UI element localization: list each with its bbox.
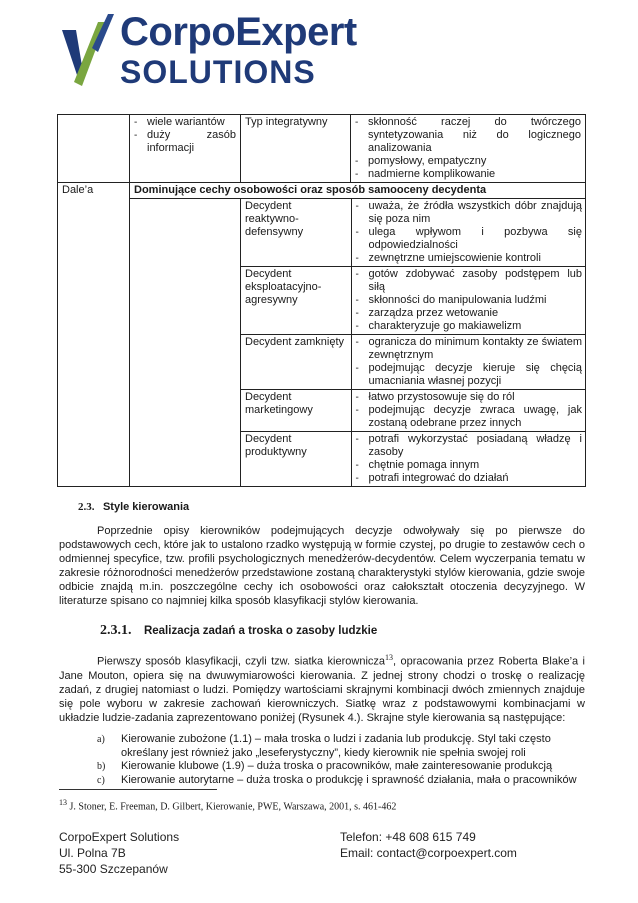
logo-text-solutions: SOLUTIONS xyxy=(120,54,316,90)
decision-maker-traits xyxy=(351,199,586,267)
list-item: - zewnętrzne umiejscowienie kontroli xyxy=(356,252,583,265)
subsection-heading xyxy=(100,621,377,639)
list-item: - ogranicza do minimum kontakty ze światem zewnętrznym xyxy=(356,336,583,362)
list-item: - zarządza przez wetowanie xyxy=(356,307,583,320)
company-logo xyxy=(58,8,357,92)
decision-maker-traits xyxy=(351,390,586,432)
list-item: - pomysłowy, empatyczny xyxy=(355,155,581,168)
table-cell-type: Typ integratywny xyxy=(241,115,351,183)
footer-contact xyxy=(340,829,517,861)
subsection-number: 2.3.1. xyxy=(100,623,132,638)
footnote-divider xyxy=(59,789,217,790)
list-item: - chętnie pomaga innym xyxy=(356,459,583,472)
footer-email[interactable]: Email: contact@corpoexpert.com xyxy=(340,846,517,860)
list-item: - uważa, że źródła wszystkich dóbr znajdują się poza nim xyxy=(356,200,583,226)
management-styles-list xyxy=(97,733,585,787)
list-item: - gotów zdobywać zasoby podstępem lub siłą xyxy=(356,268,583,294)
table-header-cell: Dominujące cechy osobowości oraz sposób samooceny decydenta xyxy=(130,183,586,199)
table-cell-empty xyxy=(58,115,130,183)
decision-maker-type: Decydent produktywny xyxy=(241,432,351,487)
list-item: - potrafi integrować do działań xyxy=(356,472,583,485)
list-item: - ulega wpływom i pozbywa się odpowiedzialności xyxy=(356,226,583,252)
dale-subtable xyxy=(241,199,586,486)
table-cell-variants xyxy=(130,115,241,183)
list-item: - podejmując decyzje kieruje się chęcią umacniania własnej pozycji xyxy=(356,362,583,388)
list-item-text: Kierowanie klubowe (1.9) – duża troska o pracowników, małe zainteresowanie produkcją xyxy=(121,760,553,772)
footer-street: Ul. Polna 7B xyxy=(59,846,126,860)
footnote-text: J. Stoner, E. Freeman, D. Gilbert, Kierowanie, PWE, Warszawa, 2001, s. 461-462 xyxy=(67,801,397,813)
table-row-dale-header xyxy=(58,183,586,199)
footer-company: CorpoExpert Solutions xyxy=(59,830,180,844)
logo-mark-icon xyxy=(58,8,118,92)
subsection-title: Realizacja zadań a troska o zasoby ludzkie xyxy=(143,625,378,637)
section-title: Style kierowania xyxy=(102,501,190,513)
table-cell-traits xyxy=(351,115,586,183)
decision-maker-traits xyxy=(351,267,586,335)
table-row xyxy=(241,390,586,432)
table-row xyxy=(241,267,586,335)
table-row-integrative xyxy=(58,115,586,183)
table-cell-author: Dale’a xyxy=(58,183,130,487)
decision-maker-traits xyxy=(351,432,586,487)
list-item: - nadmierne komplikowanie xyxy=(355,168,581,181)
list-item: - potrafi wykorzystać posiadaną władzę i zasoby xyxy=(356,433,583,459)
decision-maker-type: Decydent marketingowy xyxy=(241,390,351,432)
footnote-number: 13 xyxy=(59,798,67,807)
table-row-dale-body xyxy=(58,199,586,487)
list-marker: a) xyxy=(97,734,105,745)
list-item: - łatwo przystosowuje się do ról xyxy=(356,391,583,404)
personality-table xyxy=(57,114,586,487)
list-item: - skłonności do manipulowania ludźmi xyxy=(356,294,583,307)
list-item xyxy=(97,760,585,774)
list-item: - podejmując decyzje zwraca uwagę, jak zostaną odebrane przez innych xyxy=(356,404,583,430)
decision-maker-traits xyxy=(351,335,586,390)
list-marker: b) xyxy=(97,761,106,772)
table-cell-empty xyxy=(130,199,241,487)
list-marker: c) xyxy=(97,774,105,786)
footer-city: 55-300 Szczepanów xyxy=(59,862,168,876)
list-item xyxy=(97,774,585,788)
section-heading xyxy=(78,497,189,515)
decision-maker-type: Decydent eksploatacyjno-agresywny xyxy=(241,267,351,335)
list-item: - duży zasób informacji xyxy=(134,129,236,155)
list-item-text: Kierowanie autorytarne – duża troska o produkcję i sprawność działania, mała o pracowników xyxy=(121,773,577,786)
footer-phone: Telefon: +48 608 615 749 xyxy=(340,830,476,844)
logo-text-corpoexpert: CorpoExpert xyxy=(120,10,357,54)
footer-address xyxy=(59,829,179,877)
decision-maker-type: Decydent zamknięty xyxy=(241,335,351,390)
list-item: - wiele wariantów xyxy=(134,116,236,129)
list-item-text: Kierowanie zubożone (1.1) – mała troska o ludzi i zadania lub produkcję. Styl taki często określany jest również jako „leseferystyczny”, kiedy kierownik nie spełnia swojej roli xyxy=(121,733,551,759)
section-paragraph: Poprzednie opisy kierowników podejmujących decyzje odwoływały się po pierwsze do podstawowych cech, które jak to ustalono rzadko występują w formie czystej, po drugie to zestawów cech o odmiennej specyfice, tzw. profili psychologicznych menedżerów-decydentów. Celem wyczerpania tematu w zakresie różnorodności menedżerów przedstawione zostaną charakterystyki stylów kierowania, gdzie swoje odbicie znajdą m.in. poszczególne cechy ich osobowości oraz całokształt otoczenia decyzyjnego. W literaturze spisano co najmniej kilka sposób klasyfikacji stylów kierowania. xyxy=(59,525,585,607)
list-item xyxy=(97,733,585,760)
paragraph-text: , opracowania przez Roberta Blake’a i Jane Mouton, opiera się na dwuwymiarowości kierowania. Z jednej strony chodzi o troskę o realizację zadań, z drugiej natomiast o ludzi. Pomiędzy wartościami skrajnymi kombinacji dwóch zmiennych znajduje się pole wyboru w zakresie zachowań kierowniczych. Siatkę wraz z podstawowymi kombinacjami w układzie ludzie-zadania zaprezentowano poniżej (Rysunek 4.). Skrajne style kierowania są następujące: xyxy=(59,655,586,724)
table-row xyxy=(241,199,586,267)
list-item: - charakteryzuje go makiawelizm xyxy=(356,320,583,333)
decision-maker-type: Decydent reaktywno-defensywny xyxy=(241,199,351,267)
section-number: 2.3. xyxy=(78,501,95,513)
paragraph-text: Pierwszy sposób klasyfikacji, czyli tzw. siatka kierownicza xyxy=(97,655,386,668)
table-row xyxy=(241,432,586,487)
dale-subtable-cell xyxy=(241,199,586,487)
table-row xyxy=(241,335,586,390)
footnote xyxy=(59,798,396,812)
subsection-paragraph xyxy=(59,651,585,725)
footnote-reference[interactable]: 13 xyxy=(385,653,394,662)
list-item: - skłonność raczej do twórczego syntetyzowania niż do logicznego analizowania xyxy=(355,116,581,155)
